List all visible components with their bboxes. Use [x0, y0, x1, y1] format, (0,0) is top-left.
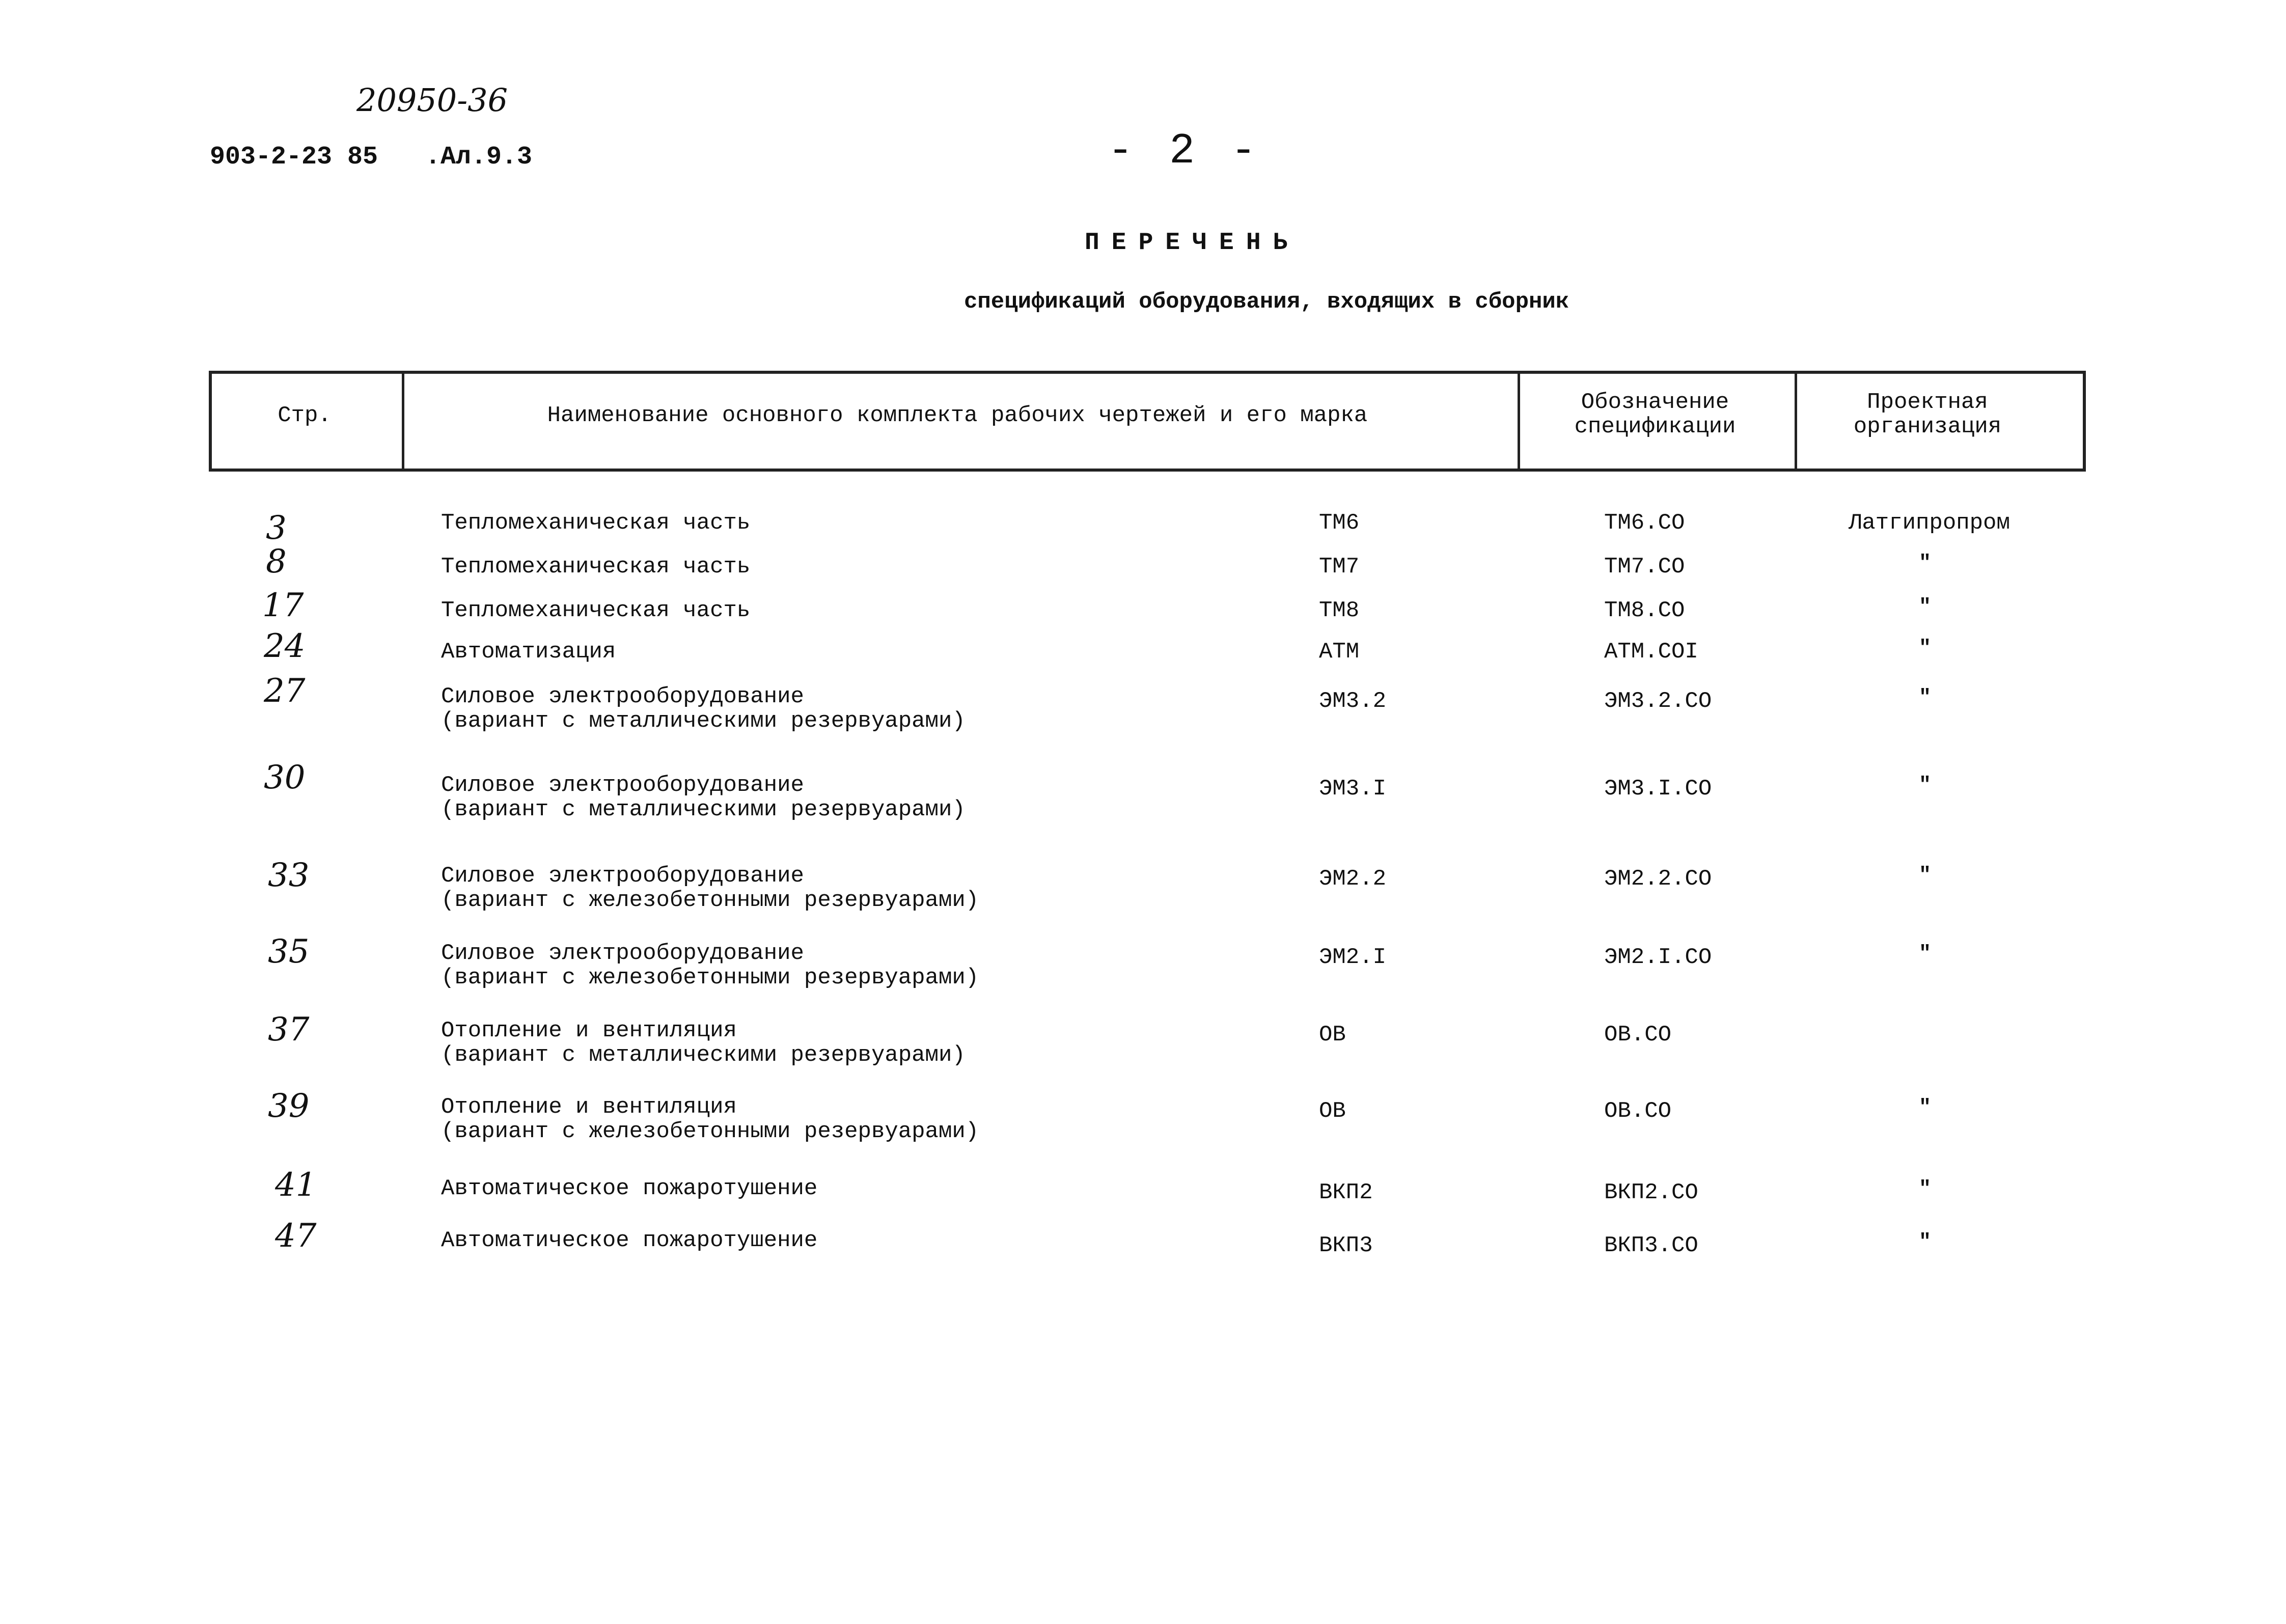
row-page-number: 33: [268, 857, 310, 894]
row-org-ditto: ": [1919, 1231, 1932, 1254]
row-name-line2: (вариант с металлическими резервуарами): [441, 708, 966, 734]
row-page-number: 30: [264, 759, 306, 796]
row-name-line1: Отопление и вентиляция: [441, 1094, 737, 1120]
page-subtitle: спецификаций оборудования, входящих в сборник: [964, 289, 1569, 315]
row-mark: АТМ: [1319, 639, 1360, 665]
row-name: Тепломеханическая часть: [441, 554, 751, 580]
row-mark: ОВ: [1319, 1098, 1346, 1124]
row-spec: ЭМ3.2.СО: [1604, 689, 1712, 714]
document-code: 903-2-23 85: [210, 143, 378, 172]
column-header-name: Наименование основного комплекта рабочих чертежей и его марка: [547, 403, 1368, 428]
row-mark: ОВ: [1319, 1022, 1346, 1048]
row-name: Автоматическое пожаротушение: [441, 1228, 818, 1253]
row-spec: ОВ.СО: [1604, 1022, 1672, 1048]
row-page-number: 41: [275, 1166, 317, 1204]
row-page-number: 37: [268, 1011, 310, 1049]
row-page-number: 35: [268, 933, 310, 971]
row-spec: ЭМ2.2.СО: [1604, 866, 1712, 892]
row-mark: ЭМ2.I: [1319, 945, 1387, 970]
row-name-line1: Силовое электрооборудование: [441, 941, 804, 966]
row-org-ditto: ": [1919, 943, 1932, 966]
column-header-spec-line2: спецификации: [1574, 414, 1736, 439]
row-name: Тепломеханическая часть: [441, 598, 751, 623]
row-spec: АТМ.СОI: [1604, 639, 1698, 665]
page-number: - 2 -: [1108, 127, 1262, 176]
row-spec: ОВ.СО: [1604, 1098, 1672, 1124]
row-mark: ТМ7: [1319, 554, 1360, 580]
row-mark: ЭМ2.2: [1319, 866, 1387, 892]
row-name: [441, 1095, 979, 1144]
row-org-ditto: ": [1919, 774, 1932, 797]
row-org-ditto: ": [1919, 686, 1932, 709]
row-name: [441, 1019, 966, 1067]
row-name-line2: (вариант с металлическими резервуарами): [441, 1042, 966, 1068]
row-page-number: 8: [266, 543, 287, 581]
column-header-org-line2: организация: [1853, 414, 2002, 439]
row-name: Автоматическое пожаротушение: [441, 1176, 818, 1201]
row-mark: ТМ8: [1319, 598, 1360, 623]
row-org-ditto: ": [1919, 637, 1932, 660]
row-name-line1: Силовое электрооборудование: [441, 684, 804, 709]
column-header-spec-line1: Обозначение: [1581, 390, 1729, 415]
row-name-line2: (вариант с железобетонными резервуарами): [441, 1119, 979, 1144]
row-name-line1: Отопление и вентиляция: [441, 1018, 737, 1043]
column-header-page: Стр.: [278, 403, 332, 428]
row-spec: ТМ7.СО: [1604, 554, 1685, 580]
column-header-org: [1795, 390, 2060, 439]
row-name-line1: Силовое электрооборудование: [441, 863, 804, 889]
row-org-ditto: ": [1919, 1178, 1932, 1201]
row-name: Автоматизация: [441, 639, 616, 665]
column-header-spec: [1518, 390, 1793, 439]
row-spec: ЭМ3.I.СО: [1604, 776, 1712, 802]
row-spec: ВКП2.СО: [1604, 1180, 1698, 1205]
row-page-number: 3: [266, 509, 287, 547]
row-spec: ТМ8.СО: [1604, 598, 1685, 623]
row-org-ditto: ": [1919, 552, 1932, 575]
column-header-org-line1: Проектная: [1867, 390, 1988, 415]
row-mark: ВКП3: [1319, 1233, 1373, 1258]
row-name: Тепломеханическая часть: [441, 510, 751, 536]
row-org-ditto: ": [1919, 596, 1932, 619]
row-mark: ЭМ3.I: [1319, 776, 1387, 802]
row-name-line2: (вариант с железобетонными резервуарами): [441, 965, 979, 990]
row-name-line2: (вариант с железобетонными резервуарами): [441, 888, 979, 913]
row-org-ditto: ": [1919, 1096, 1932, 1119]
album-number: .Ал.9.3: [425, 143, 533, 172]
row-org-ditto: ": [1919, 864, 1932, 887]
row-mark: ТМ6: [1319, 510, 1360, 536]
row-name: [441, 684, 966, 733]
row-mark: ЭМ3.2: [1319, 689, 1387, 714]
row-page-number: 39: [268, 1087, 310, 1125]
row-page-number: 24: [264, 627, 306, 665]
row-name-line2: (вариант с металлическими резервуарами): [441, 797, 966, 822]
row-name-line1: Силовое электрооборудование: [441, 773, 804, 798]
row-spec: ЭМ2.I.СО: [1604, 945, 1712, 970]
handwritten-archive-number: 20950-36: [356, 81, 508, 119]
row-name: [441, 864, 979, 913]
row-page-number: 27: [264, 672, 306, 710]
row-spec: ВКП3.СО: [1604, 1233, 1698, 1258]
row-name: [441, 941, 979, 990]
row-name: [441, 773, 966, 822]
row-page-number: 47: [275, 1217, 317, 1255]
row-mark: ВКП2: [1319, 1180, 1373, 1205]
page-title: ПЕРЕЧЕНЬ: [1085, 229, 1300, 257]
row-spec: ТМ6.СО: [1604, 510, 1685, 536]
row-page-number: 17: [262, 587, 304, 624]
row-org: Латгипропром: [1849, 510, 2010, 536]
